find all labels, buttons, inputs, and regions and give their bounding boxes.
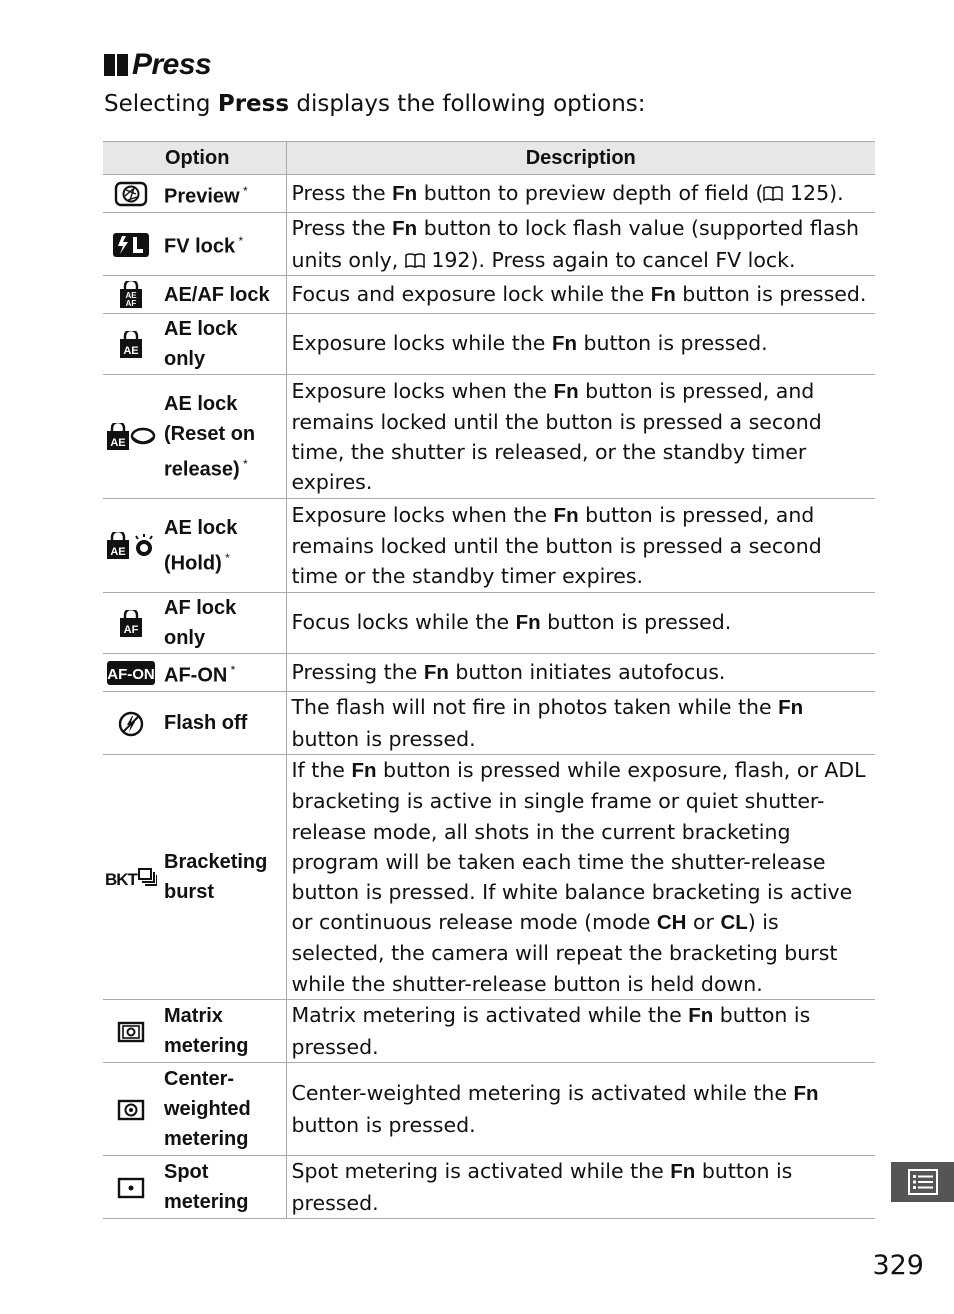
table-row	[103, 175, 875, 213]
table-body	[103, 175, 875, 1219]
page-reference[interactable]: 192	[405, 248, 471, 272]
control-name: Fn	[392, 181, 418, 205]
option-name	[158, 276, 286, 314]
option-name	[158, 1063, 286, 1156]
control-name: Fn	[392, 217, 418, 241]
option-name	[158, 314, 286, 375]
svg-text:AE: AE	[122, 344, 139, 357]
option-column-header: Option	[103, 142, 286, 175]
page-reference[interactable]: 125	[763, 181, 829, 205]
option-description: Exposure locks when the Fn button is pressed, and remains locked until the button is pressed a second time or the standby timer expires.	[286, 499, 875, 593]
option-icon-cell	[103, 375, 158, 499]
option-label: FV lock	[164, 235, 236, 258]
section-title: Press	[132, 48, 212, 81]
table-row	[103, 499, 875, 593]
ae-af-lock-icon	[119, 281, 143, 309]
option-name	[158, 375, 286, 499]
svg-text:AF-ON: AF-ON	[106, 666, 155, 684]
option-icon-cell	[103, 593, 158, 654]
section-marker-icon	[104, 54, 128, 76]
option-icon-cell	[103, 499, 158, 593]
option-description: Exposure locks when the Fn button is pressed, and remains locked until the button is pressed a second time, the shutter is released, or the standby timer expires.	[286, 375, 875, 499]
table-row	[103, 654, 875, 692]
svg-text:AF: AF	[125, 299, 136, 309]
menu-list-icon	[908, 1169, 938, 1195]
bracketing-burst-icon	[105, 865, 157, 891]
option-icon-cell	[103, 213, 158, 276]
table-row	[103, 692, 875, 755]
option-description: Pressing the Fn button initiates autofocus.	[286, 654, 875, 692]
option-icon-cell	[103, 276, 158, 314]
svg-text:BKT: BKT	[104, 869, 137, 889]
option-icon-cell	[103, 654, 158, 692]
control-name: Fn	[793, 1082, 819, 1106]
control-name: Fn	[650, 282, 676, 306]
option-description: Center-weighted metering is activated while the Fn button is pressed.	[286, 1063, 875, 1156]
footnote-marker: *	[227, 662, 236, 677]
option-description: Press the Fn button to preview depth of field ( 125).	[286, 175, 875, 213]
control-name: Fn	[553, 503, 579, 527]
preview-aperture-icon	[114, 181, 148, 207]
option-description: Exposure locks while the Fn button is pressed.	[286, 314, 875, 375]
control-name: Fn	[670, 1160, 696, 1184]
option-description: Matrix metering is activated while the Fn button is pressed.	[286, 1000, 875, 1063]
table-row	[103, 755, 875, 1000]
table-row	[103, 213, 875, 276]
options-table	[103, 141, 875, 1219]
control-name: Fn	[551, 332, 577, 356]
control-name: Fn	[515, 611, 541, 635]
svg-text:AE: AE	[124, 291, 137, 301]
option-name	[158, 213, 286, 276]
option-name	[158, 175, 286, 213]
option-label: Flash off	[164, 712, 248, 734]
control-name: CH	[656, 911, 687, 935]
af-on-icon	[107, 661, 155, 685]
option-description: Press the Fn button to lock flash value (supported flash units only, 192). Press again to cancel FV lock.	[286, 213, 875, 276]
option-description: If the Fn button is pressed while exposure, flash, or ADL bracketing is active in single frame or quiet shutter-release mode, all shots in the current bracketing program will be taken each time the shutter-release button is pressed. If white balance bracketing is active or continuous release mode (mode CH or CL) is selected, the camera will repeat the bracketing burst while the shutter-release button is held down.	[286, 755, 875, 1000]
table-header-row	[103, 142, 875, 175]
option-description: Focus and exposure lock while the Fn button is pressed.	[286, 276, 875, 314]
option-name	[158, 1000, 286, 1063]
menu-guide-tab[interactable]	[891, 1162, 954, 1202]
option-name	[158, 593, 286, 654]
book-icon	[763, 181, 783, 205]
spot-metering-icon	[117, 1177, 145, 1199]
option-label: AF-ON	[164, 664, 228, 687]
option-icon-cell	[103, 1156, 158, 1219]
option-label: AE/AF lock	[164, 283, 270, 306]
intro-after: displays the following options:	[289, 91, 646, 117]
svg-text:AE: AE	[109, 437, 126, 450]
option-label: Preview	[164, 185, 240, 208]
svg-text:AF: AF	[123, 623, 138, 636]
option-description: Focus locks while the Fn button is pressed.	[286, 593, 875, 654]
control-name: Fn	[423, 660, 449, 684]
option-name	[158, 755, 286, 1000]
option-label: AE lock (Reset on release)	[164, 392, 256, 481]
table-row	[103, 1156, 875, 1219]
table-row	[103, 314, 875, 375]
option-label: Matrix metering	[164, 1005, 249, 1057]
ae-lock-reset-icon	[106, 423, 156, 451]
footnote-marker: *	[221, 550, 230, 565]
option-icon-cell	[103, 314, 158, 375]
option-name	[158, 1156, 286, 1219]
option-label: Bracketing burst	[164, 851, 268, 903]
option-name	[158, 692, 286, 755]
footnote-marker: *	[239, 456, 248, 471]
ae-lock-icon	[119, 331, 143, 359]
table-row	[103, 593, 875, 654]
control-name: Fn	[688, 1004, 714, 1028]
intro-before: Selecting	[104, 91, 218, 117]
description-column-header: Description	[286, 142, 875, 175]
footnote-marker: *	[239, 183, 248, 198]
control-name: Fn	[778, 696, 804, 720]
option-label: AE lock only	[164, 318, 238, 370]
book-icon	[405, 248, 425, 272]
intro-text	[104, 91, 646, 117]
option-icon-cell	[103, 755, 158, 1000]
flash-off-icon	[117, 710, 145, 738]
section-heading	[104, 48, 211, 82]
af-lock-icon	[119, 610, 143, 638]
option-label: AF lock only	[164, 597, 237, 649]
table-row	[103, 276, 875, 314]
option-icon-cell	[103, 1000, 158, 1063]
svg-text:AE: AE	[109, 546, 126, 559]
page-number: 329	[872, 1250, 924, 1281]
center-weighted-metering-icon	[117, 1099, 145, 1121]
ae-lock-hold-icon	[106, 532, 156, 560]
option-icon-cell	[103, 1063, 158, 1156]
fv-lock-icon	[113, 233, 149, 257]
option-icon-cell	[103, 175, 158, 213]
option-description: The flash will not fire in photos taken while the Fn button is pressed.	[286, 692, 875, 755]
option-description: Spot metering is activated while the Fn button is pressed.	[286, 1156, 875, 1219]
matrix-metering-icon	[117, 1021, 145, 1043]
option-label: AE lock (Hold)	[164, 516, 238, 575]
control-name: Fn	[553, 379, 579, 403]
control-name: Fn	[351, 759, 377, 783]
option-label: Spot metering	[164, 1161, 249, 1213]
option-name	[158, 499, 286, 593]
table-row	[103, 1063, 875, 1156]
option-label: Center-weighted metering	[164, 1068, 251, 1150]
intro-bold: Press	[217, 91, 290, 117]
table-row	[103, 1000, 875, 1063]
control-name: CL	[720, 911, 748, 935]
option-name	[158, 654, 286, 692]
table-row	[103, 375, 875, 499]
option-icon-cell	[103, 692, 158, 755]
footnote-marker: *	[235, 234, 244, 249]
